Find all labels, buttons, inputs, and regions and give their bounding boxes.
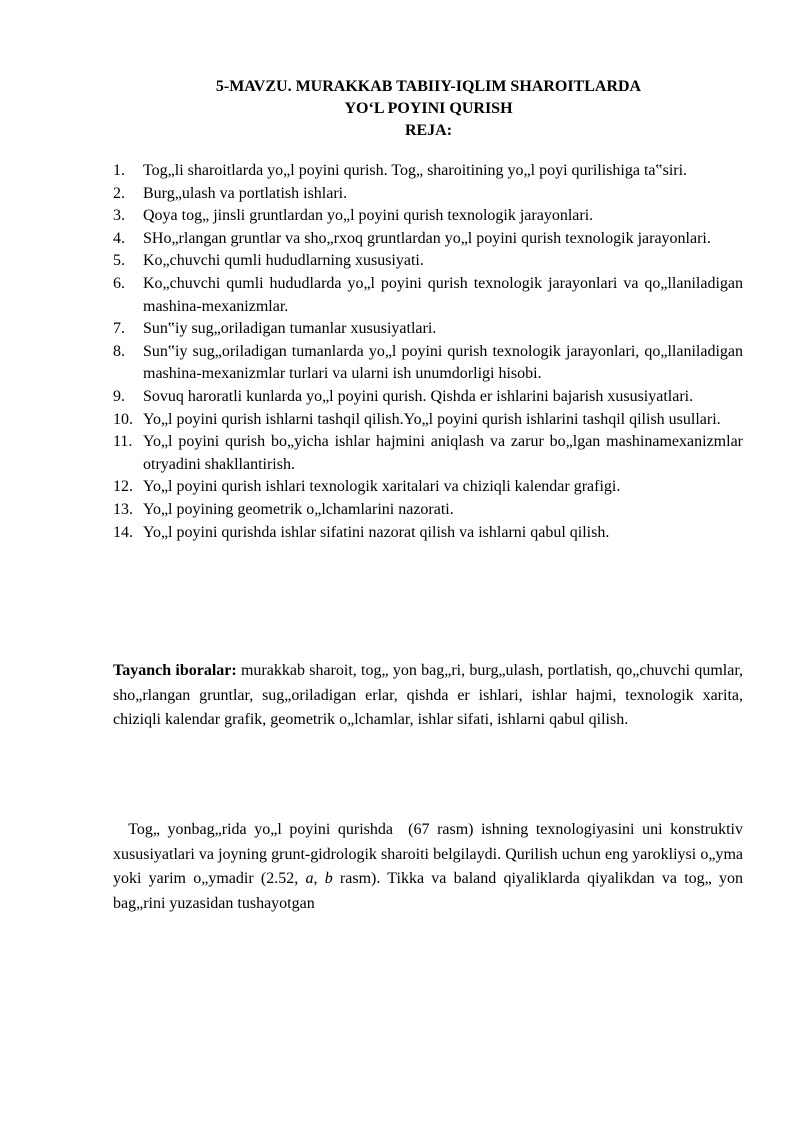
body-paragraph	[113, 818, 748, 916]
plan-item-text: Sun‟iy sug„oriladigan tumanlar xususiyatlari.	[143, 320, 437, 338]
plan-item	[113, 273, 743, 318]
keywords-text: murakkab sharoit, tog„ yon bag„ri, burg„ulash, portlatish, qo„chuvchi qumlar, sho„rlangan gruntlar, sug„oriladigan erlar, qishda er ishlari, ishlar hajmi, texnologik xarita, chiziqli kalendar grafik, geometrik o„lchamlar, ishlar sifati, ishlarni qabul qilish.	[113, 662, 744, 728]
plan-item-text: Yo„l poyini qurish bo„yicha ishlar hajmini aniqlash va zarur bo„lgan mashinamexanizmlar otryadini shakllantirish.	[143, 433, 743, 473]
plan-item-text: Sovuq haroratli kunlarda yo„l poyini qurish. Qishda er ishlarini bajarish xususiyatlari.	[143, 387, 694, 405]
title-block	[100, 76, 757, 142]
figure-ref-separator: ,	[313, 870, 325, 887]
plan-item-text: Tog„li sharoitlarda yo„l poyini qurish. Tog„ sharoitining yo„l poyi qurilishiga ta‟siri.	[143, 162, 688, 179]
plan-item	[113, 431, 743, 476]
plan-item-number: 3.	[113, 207, 125, 225]
plan-heading: REJA:	[404, 122, 453, 139]
plan-item	[113, 160, 743, 183]
plan-item	[113, 205, 743, 228]
plan-item-text: Ko„chuvchi qumli hududlarning xususiyati.	[143, 252, 424, 270]
plan-item-text: SHo„rlangan gruntlar va sho„rxoq gruntlardan yo„l poyini qurish texnologik jarayonlari.	[143, 229, 711, 247]
plan-item	[113, 476, 743, 499]
page-title-line-1: 5-MAVZU. MURAKKAB TABIIY-IQLIM SHAROITLARDA	[215, 78, 642, 95]
plan-item-text: Yo„l poyining geometrik o„lchamlarini nazorati.	[143, 500, 454, 518]
plan-item-number: 9.	[113, 387, 125, 405]
plan-item	[113, 228, 743, 251]
plan-item-number: 11.	[113, 433, 133, 451]
plan-item-number: 4.	[113, 229, 125, 247]
page-title-line-2: YO‘L POYINI QURISH	[344, 100, 513, 117]
figure-ref-b: b	[324, 870, 333, 887]
keywords-label: Tayanch iboralar:	[113, 662, 237, 679]
plan-item-number: 2.	[113, 184, 125, 202]
plan-item	[113, 409, 743, 432]
plan-item-text: Yo„l poyini qurishda ishlar sifatini nazorat qilish va ishlarni qabul qilish.	[143, 523, 610, 541]
plan-item-text: Burg„ulash va portlatish ishlari.	[143, 184, 348, 202]
plan-item-number: 7.	[113, 320, 125, 338]
plan-item-text: Sun‟iy sug„oriladigan tumanlarda yo„l poyini qurish texnologik jarayonlari, qo„llaniladigan mashina-mexanizmlar turlari va ularni ish unumdorligi hisobi.	[143, 342, 743, 383]
plan-item	[113, 183, 743, 206]
plan-item-number: 8.	[113, 342, 125, 360]
body-text-part-2: rasm). Tikka va baland qiyaliklarda qiyalikdan va tog„ yon bag„rini yuzasidan tushayotgan	[113, 870, 744, 912]
plan-item-number: 14.	[113, 523, 133, 541]
plan-item	[113, 341, 743, 386]
plan-item-text: Yo„l poyini qurish ishlarni tashqil qilish.Yo„l poyini qurish ishlarini tashqil qilish usullari.	[143, 410, 721, 428]
plan-item-text: Qoya tog„ jinsli gruntlardan yo„l poyini qurish texnologik jarayonlari.	[143, 207, 594, 225]
plan-item-number: 1.	[113, 162, 125, 179]
plan-item-number: 6.	[113, 274, 125, 292]
plan-item	[113, 499, 743, 522]
body-text-part-1: Tog„ yonbag„rida yo„l poyini qurishda (67 rasm) ishning texnologiyasini uni konstruktiv xususiyatlari va joyning grunt-gidrologik sharoiti belgilaydi. Qurilish uchun eng yarokliysi o„yma yoki yarim o„ymadir (2.52,	[113, 821, 748, 887]
plan-item-number: 5.	[113, 252, 125, 270]
plan-item-number: 10.	[113, 410, 133, 428]
plan-list	[113, 160, 743, 544]
plan-item-text: Ko„chuvchi qumli hududlarda yo„l poyini qurish texnologik jarayonlari va qo„llaniladigan mashina-mexanizmlar.	[143, 274, 743, 315]
plan-item	[113, 386, 743, 409]
plan-item-number: 13.	[113, 500, 133, 518]
keywords-paragraph	[113, 659, 743, 733]
figure-ref-a: a	[305, 870, 314, 887]
plan-item	[113, 318, 743, 341]
plan-item	[113, 522, 743, 545]
plan-item-text: Yo„l poyini qurish ishlari texnologik xaritalari va chiziqli kalendar grafigi.	[143, 478, 621, 496]
plan-item	[113, 250, 743, 273]
plan-item-number: 12.	[113, 478, 133, 496]
